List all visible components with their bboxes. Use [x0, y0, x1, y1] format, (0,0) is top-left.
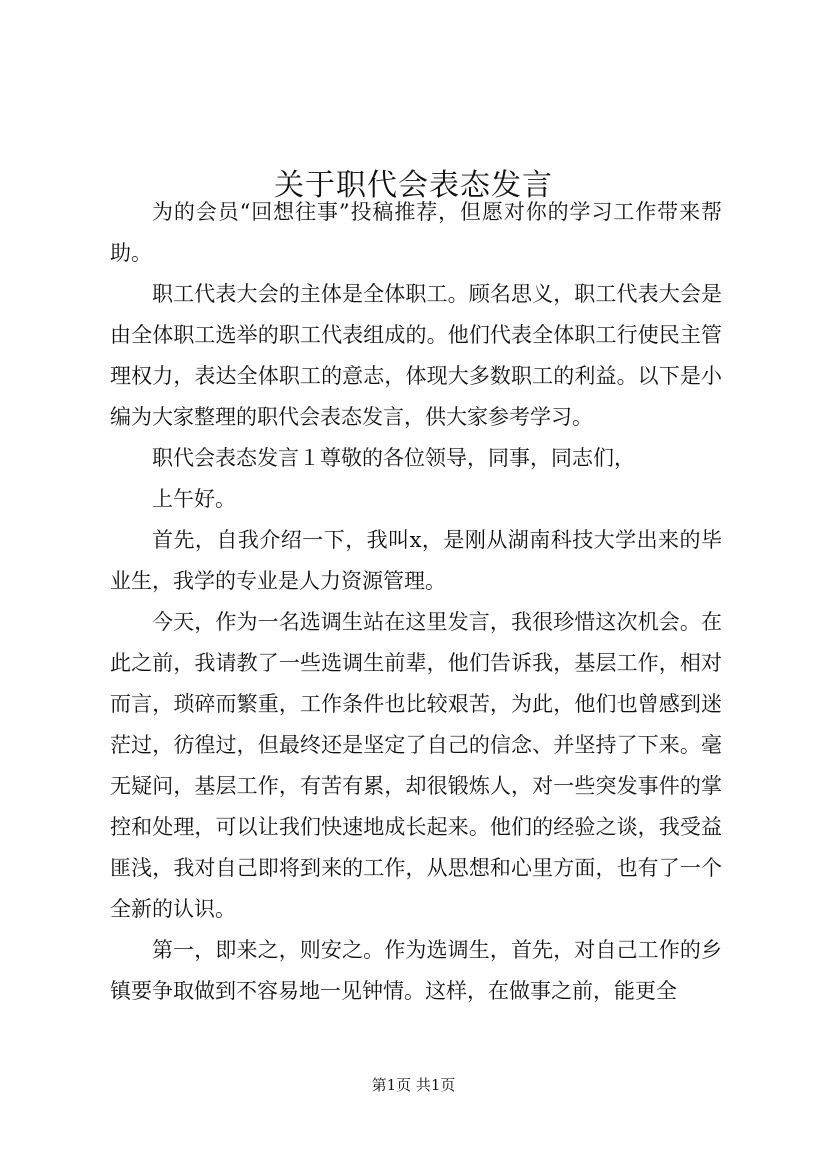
- paragraph: 第一，即来之，则安之。作为选调生，首先，对自己工作的乡镇要争取做到不容易地一见钟情。这样，在做事之前，能更全: [110, 938, 722, 1003]
- page-footer: 第1页 共1页: [371, 1076, 456, 1094]
- paragraph: 上午好。: [152, 487, 236, 511]
- page-title: 关于职代会表态发言: [274, 168, 553, 204]
- paragraph: 首先，自我介绍一下，我叫x，是刚从湖南科技大学出来的毕业生，我学的专业是人力资源管理。: [110, 528, 722, 593]
- paragraph: 职工代表大会的主体是全体职工。顾名思义，职工代表大会是由全体职工选举的职工代表组成的。他们代表全体职工行使民主管理权力，表达全体职工的意志，体现大多数职工的利益。以下是小编为大家整理的职代会表态发言，供大家参考学习。: [110, 282, 722, 429]
- document-body: [110, 192, 722, 1012]
- paragraph: 今天，作为一名选调生站在这里发言，我很珍惜这次机会。在此之前，我请教了一些选调生前辈，他们告诉我，基层工作，相对而言，琐碎而繁重，工作条件也比较艰苦，为此，他们也曾感到迷茫过，彷徨过，但最终还是坚定了自己的信念、并坚持了下来。毫无疑问，基层工作，有苦有累，却很锻炼人，对一些突发事件的掌控和处理，可以让我们快速地成长起来。他们的经验之谈，我受益匪浅，我对自己即将到来的工作，从思想和心里方面，也有了一个全新的认识。: [110, 610, 722, 921]
- paragraph: 为的会员“回想往事”投稿推荐，但愿对你的学习工作带来帮助。: [110, 200, 722, 265]
- paragraph: 职代会表态发言１尊敬的各位领导，同事，同志们，: [152, 446, 635, 470]
